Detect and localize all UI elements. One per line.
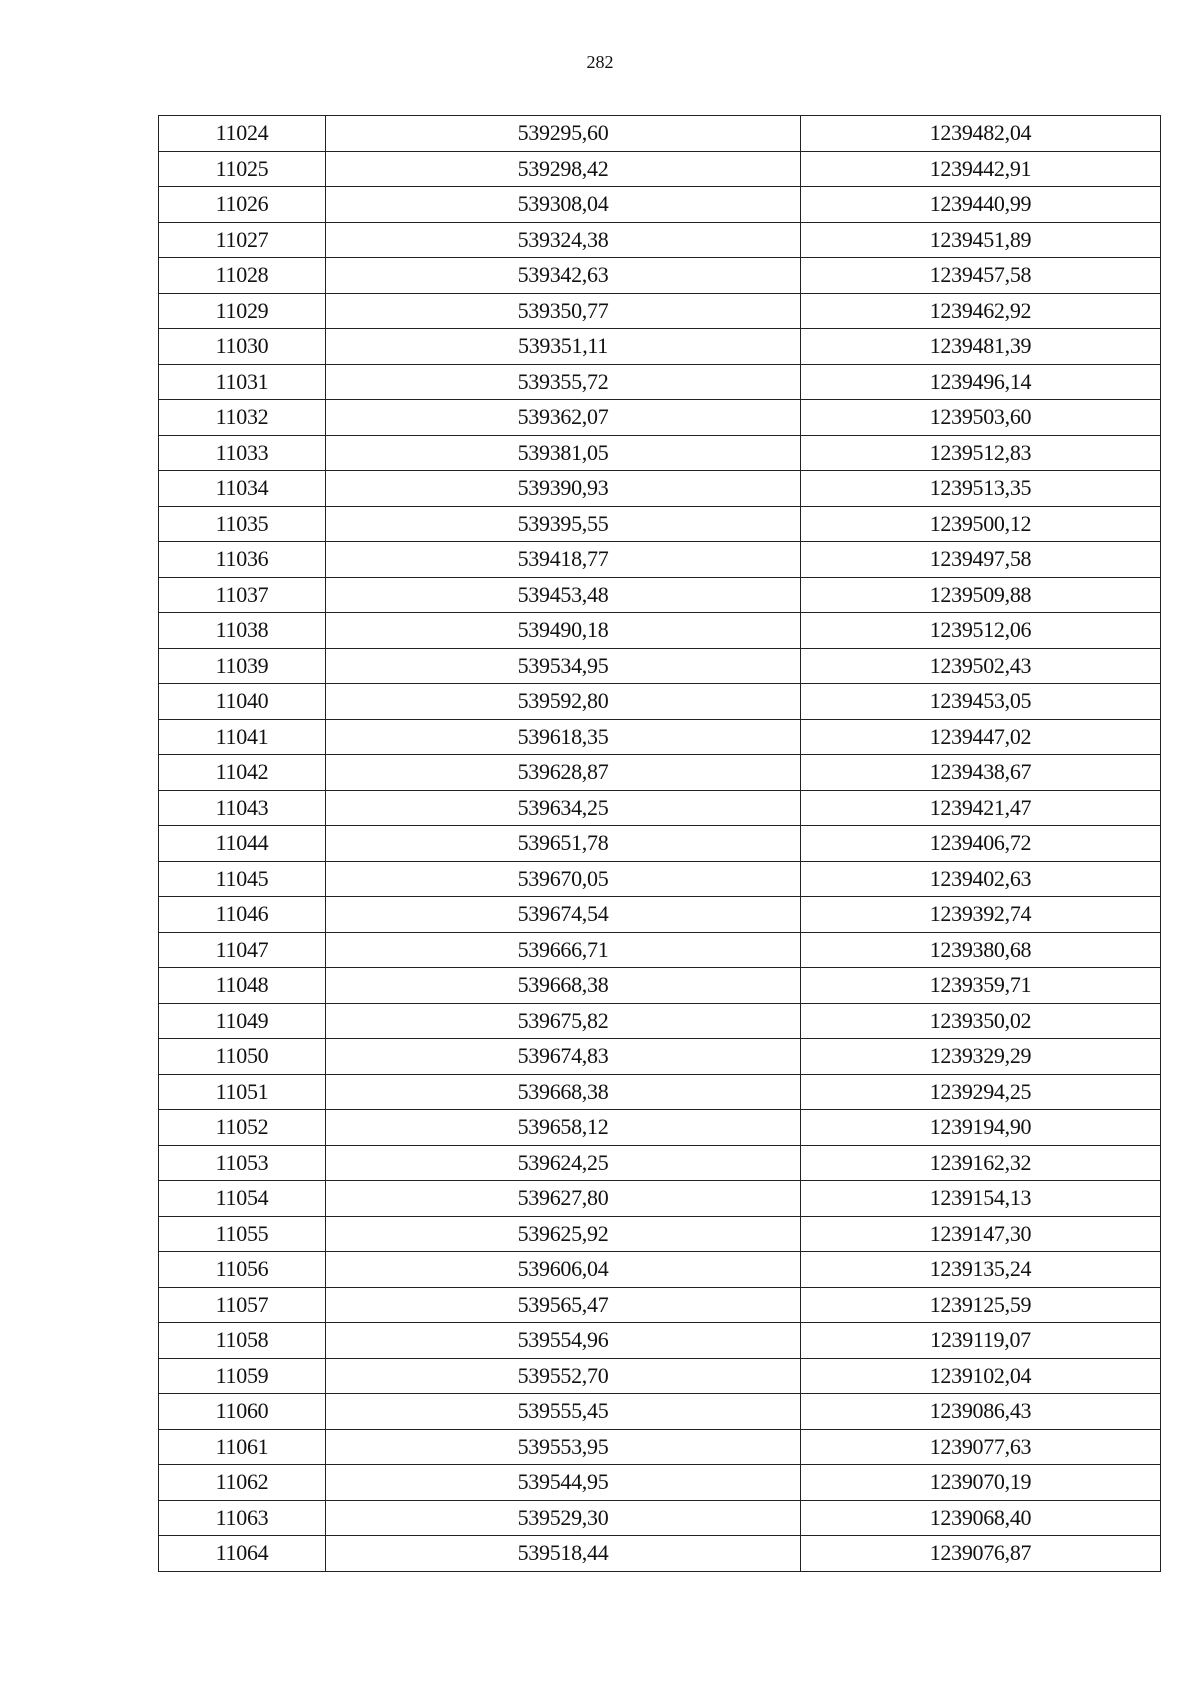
point-number-cell: 11028 [159, 258, 326, 294]
y-coordinate-cell: 1239194,90 [801, 1110, 1161, 1146]
point-number-cell: 11057 [159, 1287, 326, 1323]
x-coordinate-cell: 539592,80 [326, 684, 801, 720]
table-row [159, 861, 1161, 897]
table-row [159, 719, 1161, 755]
table-row [159, 1039, 1161, 1075]
point-number-cell: 11047 [159, 932, 326, 968]
page-number: 282 [586, 52, 614, 72]
table-row [159, 435, 1161, 471]
table-row [159, 364, 1161, 400]
point-number-cell: 11034 [159, 471, 326, 507]
point-number-cell: 11025 [159, 151, 326, 187]
y-coordinate-cell: 1239380,68 [801, 932, 1161, 968]
coordinates-table [158, 115, 1161, 1572]
table-row [159, 1145, 1161, 1181]
table-row [159, 471, 1161, 507]
point-number-cell: 11051 [159, 1074, 326, 1110]
point-number-cell: 11042 [159, 755, 326, 791]
table-row [159, 293, 1161, 329]
y-coordinate-cell: 1239068,40 [801, 1500, 1161, 1536]
table-row [159, 187, 1161, 223]
x-coordinate-cell: 539324,38 [326, 222, 801, 258]
point-number-cell: 11031 [159, 364, 326, 400]
point-number-cell: 11032 [159, 400, 326, 436]
table-row [159, 826, 1161, 862]
point-number-cell: 11043 [159, 790, 326, 826]
table-row [159, 613, 1161, 649]
y-coordinate-cell: 1239509,88 [801, 577, 1161, 613]
x-coordinate-cell: 539565,47 [326, 1287, 801, 1323]
y-coordinate-cell: 1239513,35 [801, 471, 1161, 507]
coordinates-table-body [159, 116, 1161, 1572]
x-coordinate-cell: 539362,07 [326, 400, 801, 436]
x-coordinate-cell: 539390,93 [326, 471, 801, 507]
x-coordinate-cell: 539395,55 [326, 506, 801, 542]
y-coordinate-cell: 1239076,87 [801, 1536, 1161, 1572]
x-coordinate-cell: 539651,78 [326, 826, 801, 862]
table-row [159, 1536, 1161, 1572]
point-number-cell: 11027 [159, 222, 326, 258]
point-number-cell: 11058 [159, 1323, 326, 1359]
table-row [159, 542, 1161, 578]
table-row [159, 258, 1161, 294]
table-row [159, 1287, 1161, 1323]
x-coordinate-cell: 539670,05 [326, 861, 801, 897]
x-coordinate-cell: 539518,44 [326, 1536, 801, 1572]
x-coordinate-cell: 539381,05 [326, 435, 801, 471]
point-number-cell: 11039 [159, 648, 326, 684]
table-row [159, 1252, 1161, 1288]
table-row [159, 755, 1161, 791]
x-coordinate-cell: 539350,77 [326, 293, 801, 329]
x-coordinate-cell: 539355,72 [326, 364, 801, 400]
point-number-cell: 11052 [159, 1110, 326, 1146]
x-coordinate-cell: 539554,96 [326, 1323, 801, 1359]
point-number-cell: 11054 [159, 1181, 326, 1217]
y-coordinate-cell: 1239482,04 [801, 116, 1161, 152]
table-row [159, 1074, 1161, 1110]
table-row [159, 116, 1161, 152]
y-coordinate-cell: 1239447,02 [801, 719, 1161, 755]
point-number-cell: 11030 [159, 329, 326, 365]
table-row [159, 1003, 1161, 1039]
point-number-cell: 11041 [159, 719, 326, 755]
y-coordinate-cell: 1239135,24 [801, 1252, 1161, 1288]
y-coordinate-cell: 1239462,92 [801, 293, 1161, 329]
x-coordinate-cell: 539666,71 [326, 932, 801, 968]
table-row [159, 400, 1161, 436]
y-coordinate-cell: 1239086,43 [801, 1394, 1161, 1430]
table-row [159, 1181, 1161, 1217]
y-coordinate-cell: 1239500,12 [801, 506, 1161, 542]
table-row [159, 1358, 1161, 1394]
x-coordinate-cell: 539308,04 [326, 187, 801, 223]
x-coordinate-cell: 539555,45 [326, 1394, 801, 1430]
table-row [159, 1323, 1161, 1359]
x-coordinate-cell: 539529,30 [326, 1500, 801, 1536]
y-coordinate-cell: 1239512,06 [801, 613, 1161, 649]
y-coordinate-cell: 1239457,58 [801, 258, 1161, 294]
point-number-cell: 11037 [159, 577, 326, 613]
x-coordinate-cell: 539295,60 [326, 116, 801, 152]
point-number-cell: 11060 [159, 1394, 326, 1430]
x-coordinate-cell: 539351,11 [326, 329, 801, 365]
table-row [159, 506, 1161, 542]
table-row [159, 968, 1161, 1004]
y-coordinate-cell: 1239451,89 [801, 222, 1161, 258]
y-coordinate-cell: 1239512,83 [801, 435, 1161, 471]
x-coordinate-cell: 539606,04 [326, 1252, 801, 1288]
table-row [159, 1465, 1161, 1501]
x-coordinate-cell: 539298,42 [326, 151, 801, 187]
table-row [159, 1429, 1161, 1465]
y-coordinate-cell: 1239442,91 [801, 151, 1161, 187]
y-coordinate-cell: 1239350,02 [801, 1003, 1161, 1039]
x-coordinate-cell: 539618,35 [326, 719, 801, 755]
y-coordinate-cell: 1239102,04 [801, 1358, 1161, 1394]
y-coordinate-cell: 1239070,19 [801, 1465, 1161, 1501]
x-coordinate-cell: 539552,70 [326, 1358, 801, 1394]
y-coordinate-cell: 1239329,29 [801, 1039, 1161, 1075]
y-coordinate-cell: 1239503,60 [801, 400, 1161, 436]
x-coordinate-cell: 539553,95 [326, 1429, 801, 1465]
y-coordinate-cell: 1239162,32 [801, 1145, 1161, 1181]
x-coordinate-cell: 539668,38 [326, 968, 801, 1004]
y-coordinate-cell: 1239502,43 [801, 648, 1161, 684]
table-row [159, 1110, 1161, 1146]
point-number-cell: 11044 [159, 826, 326, 862]
x-coordinate-cell: 539624,25 [326, 1145, 801, 1181]
point-number-cell: 11055 [159, 1216, 326, 1252]
y-coordinate-cell: 1239125,59 [801, 1287, 1161, 1323]
point-number-cell: 11050 [159, 1039, 326, 1075]
y-coordinate-cell: 1239496,14 [801, 364, 1161, 400]
point-number-cell: 11059 [159, 1358, 326, 1394]
point-number-cell: 11038 [159, 613, 326, 649]
x-coordinate-cell: 539627,80 [326, 1181, 801, 1217]
x-coordinate-cell: 539453,48 [326, 577, 801, 613]
x-coordinate-cell: 539534,95 [326, 648, 801, 684]
x-coordinate-cell: 539675,82 [326, 1003, 801, 1039]
table-row [159, 329, 1161, 365]
point-number-cell: 11062 [159, 1465, 326, 1501]
x-coordinate-cell: 539674,83 [326, 1039, 801, 1075]
table-row [159, 151, 1161, 187]
x-coordinate-cell: 539490,18 [326, 613, 801, 649]
x-coordinate-cell: 539628,87 [326, 755, 801, 791]
table-row [159, 684, 1161, 720]
y-coordinate-cell: 1239421,47 [801, 790, 1161, 826]
point-number-cell: 11064 [159, 1536, 326, 1572]
y-coordinate-cell: 1239359,71 [801, 968, 1161, 1004]
table-row [159, 222, 1161, 258]
y-coordinate-cell: 1239154,13 [801, 1181, 1161, 1217]
y-coordinate-cell: 1239294,25 [801, 1074, 1161, 1110]
x-coordinate-cell: 539634,25 [326, 790, 801, 826]
point-number-cell: 11048 [159, 968, 326, 1004]
table-row [159, 1394, 1161, 1430]
table-row [159, 932, 1161, 968]
y-coordinate-cell: 1239497,58 [801, 542, 1161, 578]
point-number-cell: 11053 [159, 1145, 326, 1181]
point-number-cell: 11063 [159, 1500, 326, 1536]
point-number-cell: 11024 [159, 116, 326, 152]
table-row [159, 790, 1161, 826]
point-number-cell: 11045 [159, 861, 326, 897]
y-coordinate-cell: 1239392,74 [801, 897, 1161, 933]
x-coordinate-cell: 539668,38 [326, 1074, 801, 1110]
point-number-cell: 11046 [159, 897, 326, 933]
y-coordinate-cell: 1239453,05 [801, 684, 1161, 720]
x-coordinate-cell: 539674,54 [326, 897, 801, 933]
table-row [159, 1216, 1161, 1252]
point-number-cell: 11040 [159, 684, 326, 720]
point-number-cell: 11049 [159, 1003, 326, 1039]
table-row [159, 1500, 1161, 1536]
point-number-cell: 11026 [159, 187, 326, 223]
x-coordinate-cell: 539342,63 [326, 258, 801, 294]
x-coordinate-cell: 539658,12 [326, 1110, 801, 1146]
x-coordinate-cell: 539418,77 [326, 542, 801, 578]
y-coordinate-cell: 1239077,63 [801, 1429, 1161, 1465]
point-number-cell: 11056 [159, 1252, 326, 1288]
y-coordinate-cell: 1239481,39 [801, 329, 1161, 365]
x-coordinate-cell: 539544,95 [326, 1465, 801, 1501]
table-row [159, 648, 1161, 684]
y-coordinate-cell: 1239406,72 [801, 826, 1161, 862]
point-number-cell: 11035 [159, 506, 326, 542]
point-number-cell: 11029 [159, 293, 326, 329]
table-row [159, 577, 1161, 613]
y-coordinate-cell: 1239438,67 [801, 755, 1161, 791]
y-coordinate-cell: 1239147,30 [801, 1216, 1161, 1252]
x-coordinate-cell: 539625,92 [326, 1216, 801, 1252]
point-number-cell: 11036 [159, 542, 326, 578]
y-coordinate-cell: 1239119,07 [801, 1323, 1161, 1359]
y-coordinate-cell: 1239402,63 [801, 861, 1161, 897]
point-number-cell: 11033 [159, 435, 326, 471]
y-coordinate-cell: 1239440,99 [801, 187, 1161, 223]
table-row [159, 897, 1161, 933]
point-number-cell: 11061 [159, 1429, 326, 1465]
